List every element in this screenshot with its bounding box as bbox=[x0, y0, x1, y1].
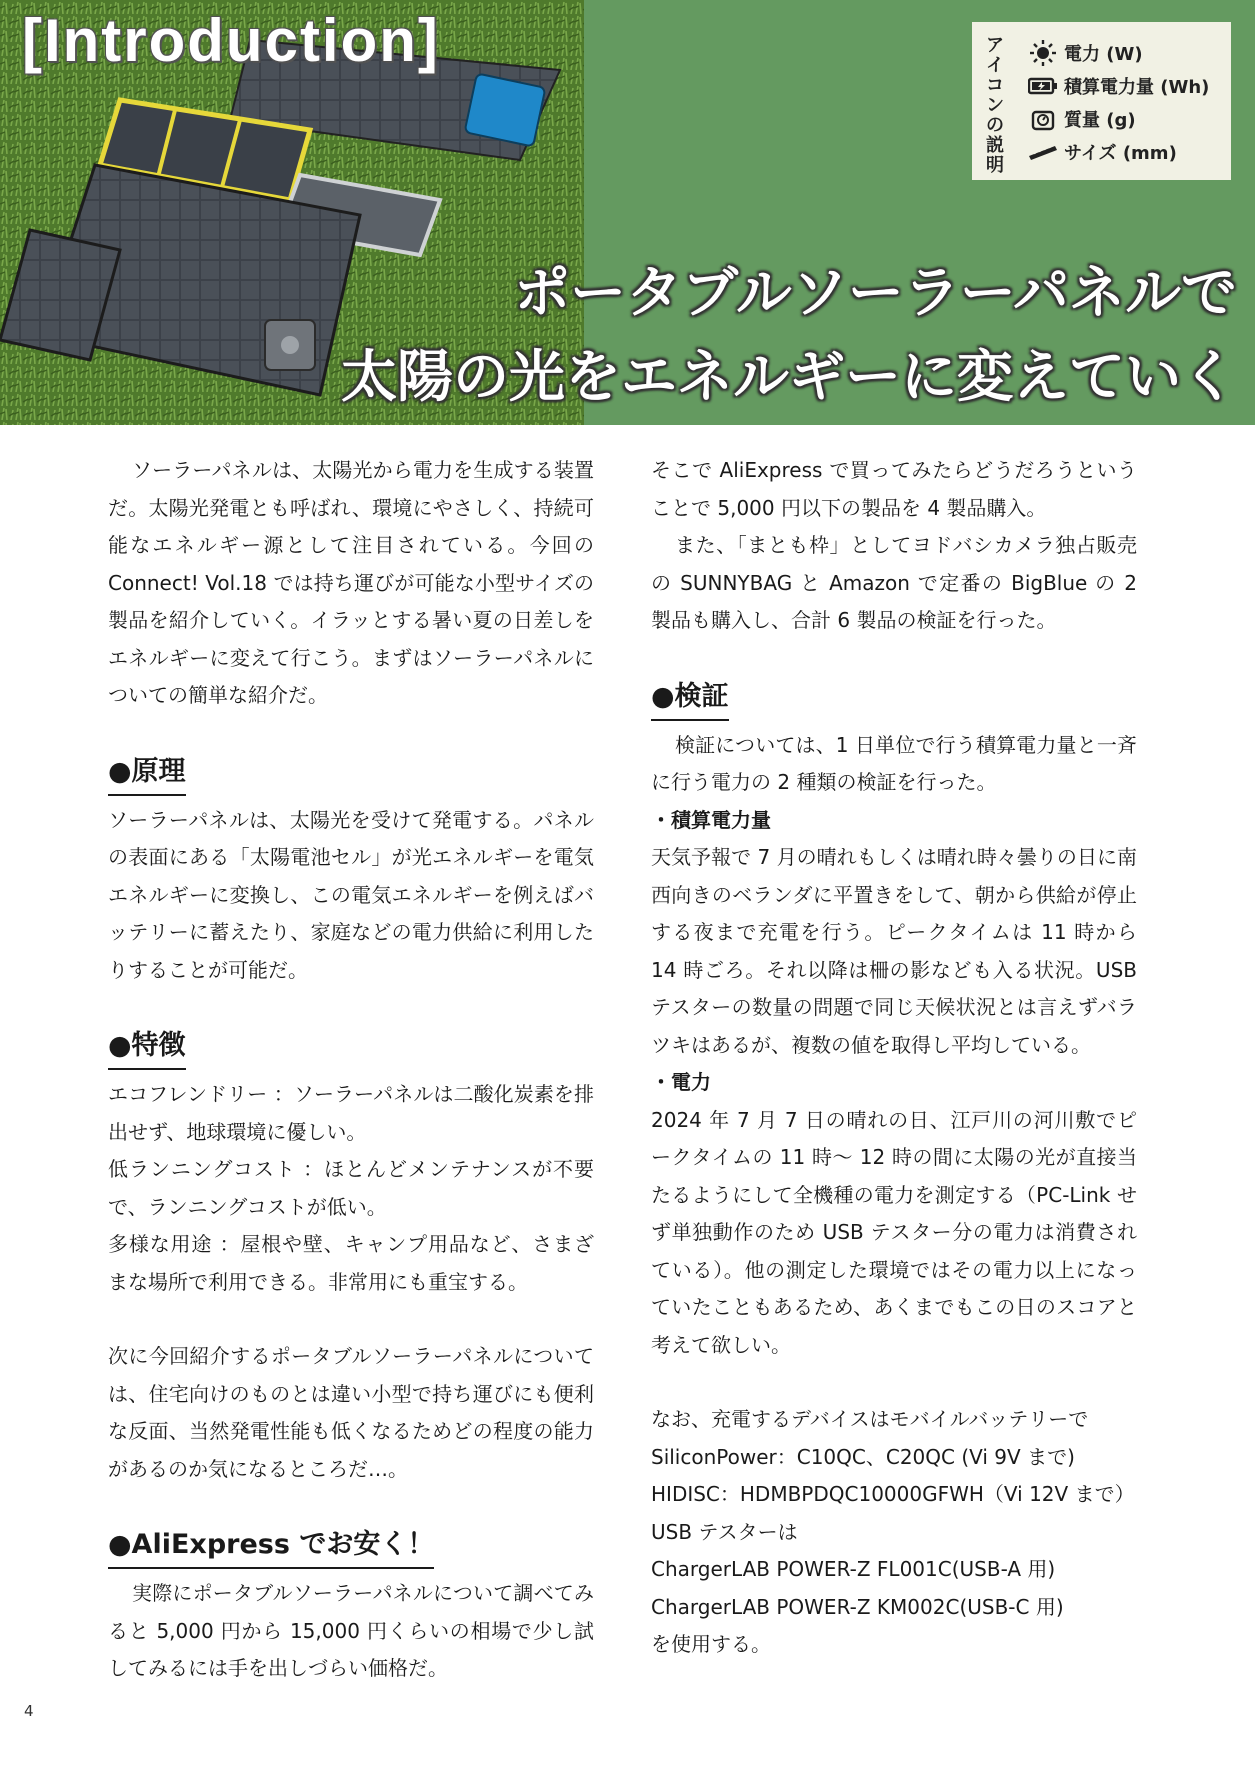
legend-label: サイズ (mm) bbox=[1064, 142, 1177, 164]
verification-intro: 検証については、1 日単位で行う積算電力量と一斉に行う電力の 2 種類の検証を行った。 bbox=[651, 732, 1137, 794]
legend-label: 積算電力量 (Wh) bbox=[1064, 76, 1210, 98]
headline bbox=[341, 252, 1237, 420]
legend-item-energy bbox=[1028, 69, 1209, 102]
hero-header bbox=[0, 0, 1255, 425]
aliexpress-continued: そこで AliExpress で買ってみたらどうだろうということで 5,000 円以下の製品を 4 製品購入。 bbox=[651, 458, 1137, 520]
device-line: ChargerLAB POWER-Z KM002C(USB-C 用) bbox=[651, 1594, 1064, 1619]
legend-title: アイコンの説明 bbox=[986, 35, 1004, 176]
principle-paragraph: ソーラーパネルは、太陽光を受けて発電する。パネルの表面にある「太陽電池セル」が光エネルギーを電気エネルギーに変換し、この電気エネルギーを例えばバッテリーに蓄えたり、家庭などの電力供給に利用したりすることが可能だ。 bbox=[108, 807, 594, 982]
device-line: HIDISC：HDMBPDQC10000GFWH（Vi 12V まで） bbox=[651, 1482, 1135, 1506]
weight-icon bbox=[1028, 107, 1058, 131]
device-line: SiliconPower：C10QC、C20QC (Vi 9V まで) bbox=[651, 1444, 1075, 1469]
intro-paragraph: ソーラーパネルは、太陽光から電力を生成する装置だ。太陽光発電とも呼ばれ、環境にやさしく、持続可能なエネルギー源として注目されている。今回の Connect! Vol.18 では持ち運びが可能な小型サイズの製品を紹介していく。イラッとする暑い夏の日差しをエネルギーに変えて行こう。まずはソーラーパネルについての簡単な紹介だ。 bbox=[108, 458, 594, 707]
device-line: ChargerLAB POWER-Z FL001C(USB-A 用) bbox=[651, 1557, 1056, 1581]
next-paragraph: 次に今回紹介するポータブルソーラーパネルについては、住宅向けのものとは違い小型で持ち運びにも便利な反面、当然発電性能も低くなるためどの程度の能力があるのか気になるところだ…。 bbox=[108, 1344, 594, 1481]
legend-item-weight bbox=[1028, 102, 1209, 135]
feature-item: エコフレンドリー ：ソーラーパネルは二酸化炭素を排出せず、地球環境に優しい。 bbox=[108, 1082, 594, 1144]
subheading-energy: ・積算電力量 bbox=[651, 807, 771, 832]
headline-line-1: ポータブルソーラーパネルで bbox=[514, 261, 1237, 326]
device-line: USB テスターは bbox=[651, 1519, 798, 1544]
headline-line-2: 太陽の光をエネルギーに変えていく bbox=[341, 345, 1237, 410]
icon-legend bbox=[972, 22, 1231, 180]
right-column bbox=[651, 452, 1137, 1664]
ruler-icon bbox=[1028, 140, 1058, 164]
device-line: を使用する。 bbox=[651, 1632, 771, 1656]
legend-item-size bbox=[1028, 135, 1209, 168]
legend-item-power bbox=[1028, 36, 1209, 69]
feature-item: 多様な用途 ：屋根や壁、キャンプ用品など、さまざまな場所で利用できる。非常用にも重宝する。 bbox=[108, 1232, 594, 1294]
device-line: なお、充電するデバイスはモバイルバッテリーで bbox=[651, 1407, 1089, 1431]
aliexpress-paragraph: 実際にポータブルソーラーパネルについて調べてみると 5,000 円から 15,000 円くらいの相場で少し試してみるには手を出しづらい価格だ。 bbox=[108, 1581, 594, 1680]
subheading-power: ・電力 bbox=[651, 1070, 711, 1094]
page-number: 4 bbox=[24, 1702, 34, 1720]
left-column bbox=[108, 452, 594, 1688]
sun-icon bbox=[1028, 41, 1058, 65]
aliexpress-continued-2: また、「まとも枠」としてヨドバシカメラ独占販売の SUNNYBAG と Amazon で定番の BigBlue の 2 製品も購入し、合計 6 製品の検証を行った。 bbox=[651, 533, 1137, 632]
legend-label: 電力 (W) bbox=[1064, 43, 1143, 65]
legend-label: 質量 (g) bbox=[1064, 109, 1136, 131]
section-title-verification: ●検証 bbox=[651, 677, 729, 721]
section-title-aliexpress: ●AliExpress でお安く！ bbox=[108, 1525, 434, 1569]
power-paragraph: 2024 年 7 月 7 日の晴れの日、江戸川の河川敷でピークタイムの 11 時～ 12 時の間に太陽の光が直接当たるようにして全機種の電力を測定する（PC-Link せず単独動作のため USB テスター分の電力は消費されている）。他の測定した環境ではその電力以上になっていたこともあるため、あくまでもこの日のスコアと考えて欲しい。 bbox=[651, 1107, 1137, 1357]
feature-item: 低ランニングコスト ：ほとんどメンテナンスが不要で、ランニングコストが低い。 bbox=[108, 1157, 594, 1219]
section-label: [Introduction] bbox=[22, 7, 440, 74]
section-title-features: ●特徴 bbox=[108, 1026, 186, 1070]
energy-paragraph: 天気予報で 7 月の晴れもしくは晴れ時々曇りの日に南西向きのベランダに平置きをして、朝から供給が停止する夜まで充電を行う。ピークタイムは 11 時から 14 時ごろ。それ以降は柵の影なども入る状況。USB テスターの数量の問題で同じ天候状況とは言えずバラツキはあるが、複数の値を取得し平均している。 bbox=[651, 845, 1137, 1057]
section-title-principle: ●原理 bbox=[108, 752, 186, 796]
battery-icon bbox=[1028, 74, 1058, 98]
